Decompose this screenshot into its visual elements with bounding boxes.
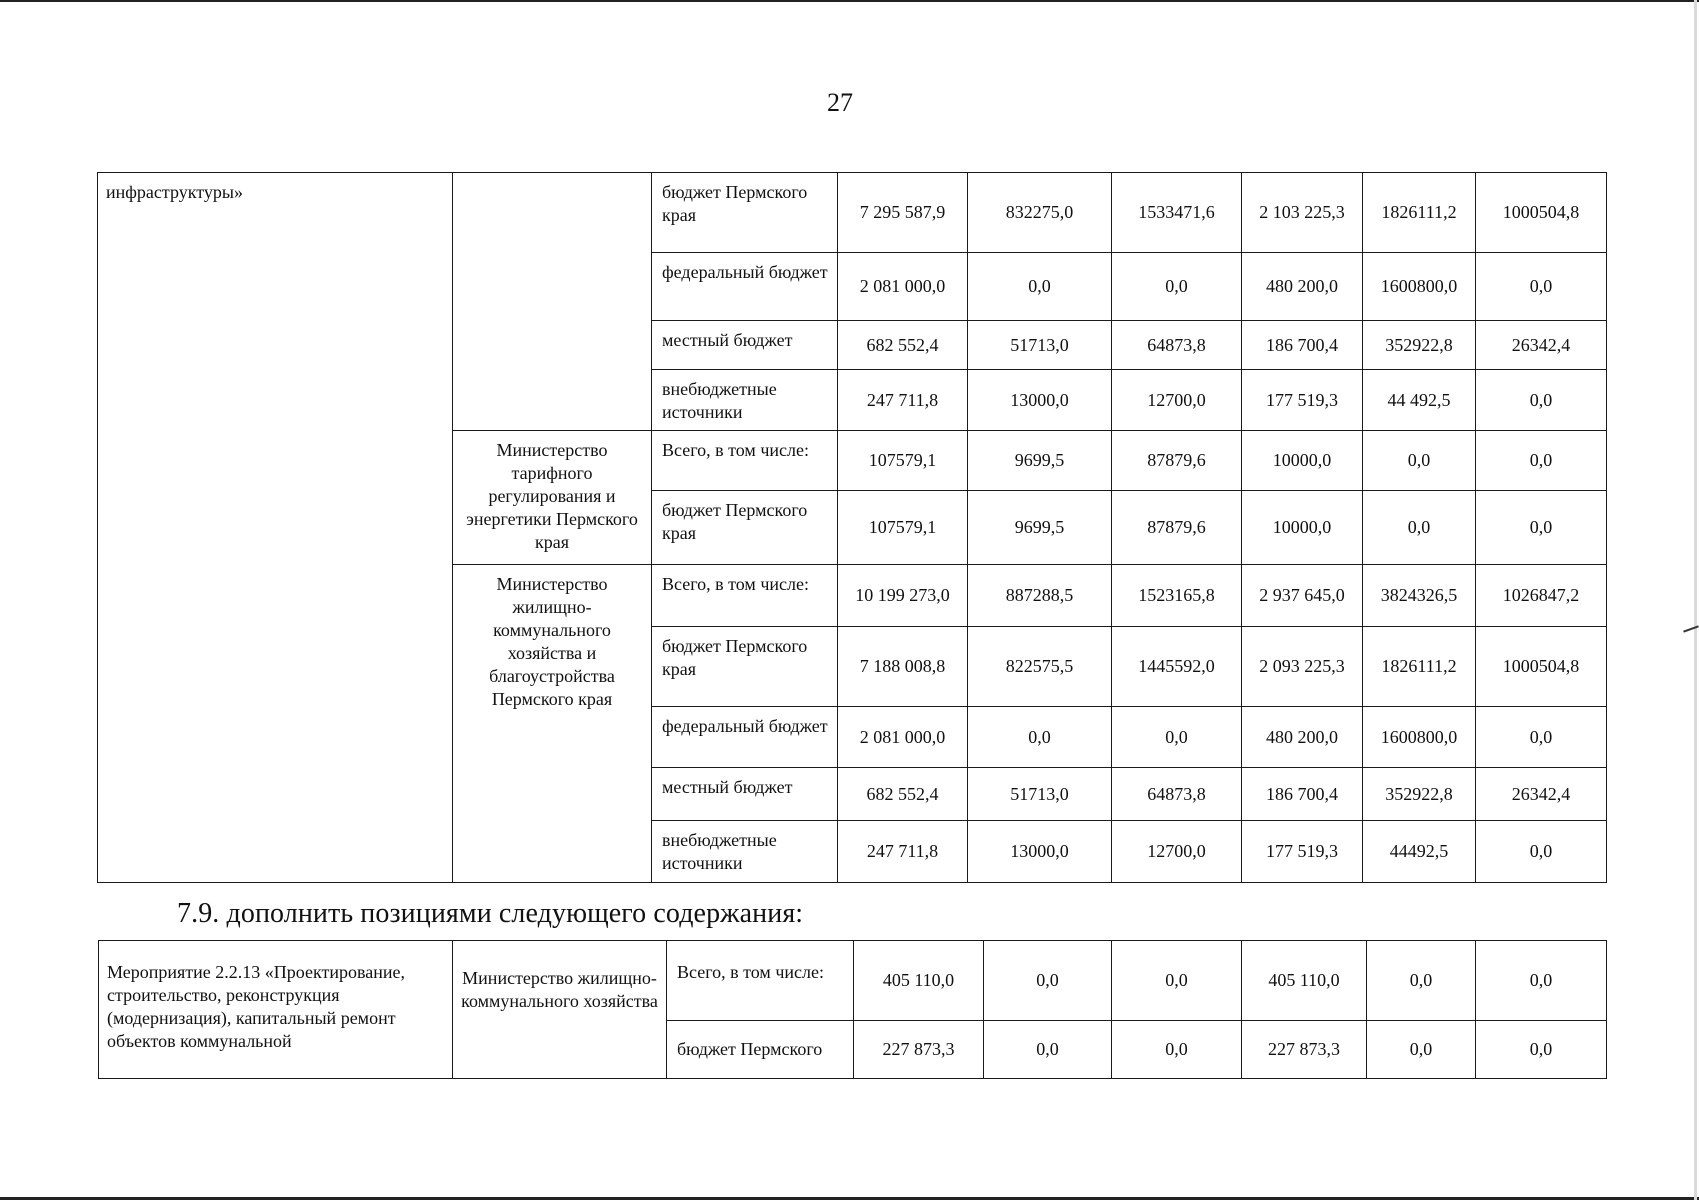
value-total: 107579,1 xyxy=(838,491,968,565)
value-year-2: 1445592,0 xyxy=(1112,627,1242,707)
page-number: 27 xyxy=(827,88,853,117)
value-year-5: 1000504,8 xyxy=(1476,627,1607,707)
value-year-1: 13000,0 xyxy=(968,821,1112,883)
responsible-cell xyxy=(453,173,652,431)
responsible-cell xyxy=(453,565,652,883)
value-year-4: 44 492,5 xyxy=(1363,370,1476,431)
value-year-5: 0,0 xyxy=(1476,941,1607,1021)
value-year-5: 0,0 xyxy=(1476,707,1607,768)
value-year-1: 887288,5 xyxy=(968,565,1112,627)
value-total: 682 552,4 xyxy=(838,768,968,821)
value-year-4: 352922,8 xyxy=(1363,321,1476,370)
value-total: 247 711,8 xyxy=(838,821,968,883)
value-year-4: 44492,5 xyxy=(1363,821,1476,883)
value-year-3: 10000,0 xyxy=(1242,491,1363,565)
responsible-executor: Министерство жилищно-коммунального хозяйства xyxy=(461,968,658,1011)
value-year-3: 2 937 645,0 xyxy=(1242,565,1363,627)
scan-border-top xyxy=(0,0,1699,2)
funding-source: местный бюджет xyxy=(652,768,838,821)
value-year-4: 1600800,0 xyxy=(1363,253,1476,321)
responsible-executor: Министерство жилищно-коммунального хозяйства и благоустройства Пермского края xyxy=(489,574,615,709)
funding-table xyxy=(97,172,1607,883)
value-year-2: 87879,6 xyxy=(1112,491,1242,565)
value-year-3: 227 873,3 xyxy=(1242,1021,1367,1079)
value-year-5: 0,0 xyxy=(1476,491,1607,565)
value-year-1: 9699,5 xyxy=(968,431,1112,491)
value-year-2: 12700,0 xyxy=(1112,370,1242,431)
value-year-3: 177 519,3 xyxy=(1242,821,1363,883)
value-year-5: 0,0 xyxy=(1476,821,1607,883)
funding-source: Всего, в том числе: xyxy=(667,941,854,1021)
value-year-3: 2 093 225,3 xyxy=(1242,627,1363,707)
value-total: 405 110,0 xyxy=(854,941,984,1021)
section-heading: 7.9. дополнить позициями следующего содержания: xyxy=(177,898,804,929)
value-year-2: 64873,8 xyxy=(1112,768,1242,821)
funding-source: внебюджетные источники xyxy=(652,821,838,883)
value-year-2: 12700,0 xyxy=(1112,821,1242,883)
value-total: 7 188 008,8 xyxy=(838,627,968,707)
value-year-2: 1533471,6 xyxy=(1112,173,1242,253)
table-row xyxy=(98,173,1607,253)
value-year-1: 822575,5 xyxy=(968,627,1112,707)
additional-positions-table xyxy=(98,940,1607,1079)
value-year-5: 0,0 xyxy=(1476,1021,1607,1079)
value-year-4: 0,0 xyxy=(1363,431,1476,491)
funding-source: федеральный бюджет xyxy=(652,253,838,321)
value-total: 2 081 000,0 xyxy=(838,707,968,768)
value-year-4: 3824326,5 xyxy=(1363,565,1476,627)
value-year-3: 480 200,0 xyxy=(1242,253,1363,321)
table-row xyxy=(99,941,1607,1021)
funding-source: бюджет Пермского края xyxy=(652,491,838,565)
value-total: 247 711,8 xyxy=(838,370,968,431)
value-total: 2 081 000,0 xyxy=(838,253,968,321)
value-year-5: 1000504,8 xyxy=(1476,173,1607,253)
value-year-3: 480 200,0 xyxy=(1242,707,1363,768)
value-year-1: 0,0 xyxy=(968,253,1112,321)
value-year-1: 0,0 xyxy=(968,707,1112,768)
value-year-1: 0,0 xyxy=(984,1021,1112,1079)
value-total: 107579,1 xyxy=(838,431,968,491)
value-year-3: 186 700,4 xyxy=(1242,768,1363,821)
value-total: 10 199 273,0 xyxy=(838,565,968,627)
value-year-4: 352922,8 xyxy=(1363,768,1476,821)
value-year-4: 1600800,0 xyxy=(1363,707,1476,768)
value-year-2: 0,0 xyxy=(1112,707,1242,768)
value-year-2: 64873,8 xyxy=(1112,321,1242,370)
value-year-1: 0,0 xyxy=(984,941,1112,1021)
value-year-4: 0,0 xyxy=(1367,1021,1476,1079)
value-year-3: 10000,0 xyxy=(1242,431,1363,491)
responsible-executor: Министерство тарифного регулирования и энергетики Пермского края xyxy=(466,440,638,552)
value-year-5: 0,0 xyxy=(1476,253,1607,321)
funding-source: бюджет Пермского края xyxy=(652,627,838,707)
value-year-5: 0,0 xyxy=(1476,431,1607,491)
value-year-2: 87879,6 xyxy=(1112,431,1242,491)
value-year-1: 9699,5 xyxy=(968,491,1112,565)
event-name: инфраструктуры» xyxy=(106,182,243,202)
value-year-4: 1826111,2 xyxy=(1363,627,1476,707)
funding-source: Всего, в том числе: xyxy=(652,565,838,627)
value-total: 7 295 587,9 xyxy=(838,173,968,253)
responsible-cell xyxy=(453,431,652,565)
value-total: 682 552,4 xyxy=(838,321,968,370)
value-year-5: 0,0 xyxy=(1476,370,1607,431)
value-year-3: 186 700,4 xyxy=(1242,321,1363,370)
funding-source: местный бюджет xyxy=(652,321,838,370)
value-year-5: 26342,4 xyxy=(1476,321,1607,370)
value-total: 227 873,3 xyxy=(854,1021,984,1079)
funding-source: бюджет Пермского края xyxy=(652,173,838,253)
value-year-5: 26342,4 xyxy=(1476,768,1607,821)
value-year-2: 0,0 xyxy=(1112,1021,1242,1079)
value-year-1: 832275,0 xyxy=(968,173,1112,253)
value-year-3: 2 103 225,3 xyxy=(1242,173,1363,253)
funding-source: внебюджетные источники xyxy=(652,370,838,431)
value-year-1: 51713,0 xyxy=(968,321,1112,370)
value-year-2: 0,0 xyxy=(1112,253,1242,321)
funding-source: бюджет Пермского xyxy=(667,1021,854,1079)
event-name-cell xyxy=(99,941,453,1079)
scan-border-right xyxy=(1694,0,1697,1200)
value-year-2: 0,0 xyxy=(1112,941,1242,1021)
responsible-cell xyxy=(453,941,667,1079)
value-year-4: 0,0 xyxy=(1363,491,1476,565)
value-year-5: 1026847,2 xyxy=(1476,565,1607,627)
value-year-3: 405 110,0 xyxy=(1242,941,1367,1021)
value-year-1: 51713,0 xyxy=(968,768,1112,821)
value-year-4: 0,0 xyxy=(1367,941,1476,1021)
event-name: Мероприятие 2.2.13 «Проектирование, строительство, реконструкция (модернизация), капитальный ремонт объектов коммунальной xyxy=(107,962,406,1051)
value-year-1: 13000,0 xyxy=(968,370,1112,431)
funding-source: Всего, в том числе: xyxy=(652,431,838,491)
value-year-3: 177 519,3 xyxy=(1242,370,1363,431)
value-year-4: 1826111,2 xyxy=(1363,173,1476,253)
value-year-2: 1523165,8 xyxy=(1112,565,1242,627)
funding-source: федеральный бюджет xyxy=(652,707,838,768)
event-name-cell xyxy=(98,173,453,883)
